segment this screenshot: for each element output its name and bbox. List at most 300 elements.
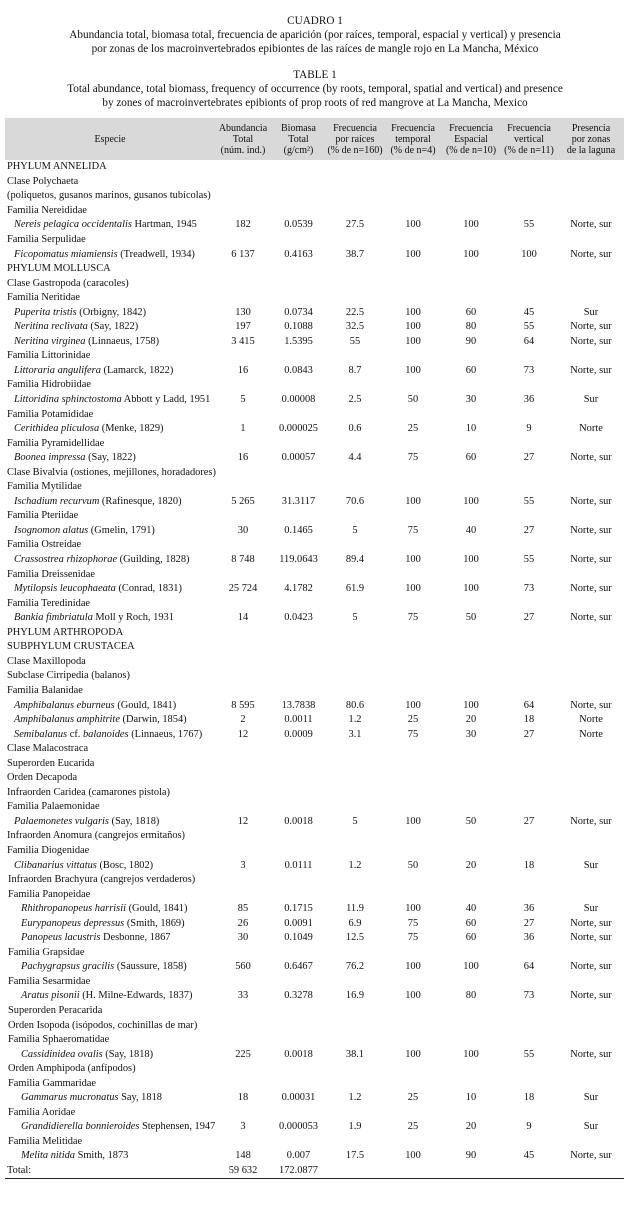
species-cell: Orden Isopoda (isópodos, cochinillas de mar): [8, 1019, 198, 1031]
column-header-line: (% de n=4): [390, 144, 436, 156]
species-row: [5, 335, 624, 350]
value-cell: 50: [465, 815, 477, 827]
value-cell: 100: [405, 961, 421, 973]
value-cell: 50: [465, 612, 477, 624]
species-cell: Familia Nereididae: [7, 204, 87, 216]
value-cell: 119.0643: [279, 554, 318, 566]
value-cell: 100: [463, 1048, 479, 1060]
value-cell: 90: [465, 335, 477, 347]
value-cell: 0.00031: [281, 1092, 316, 1104]
caption-en-line1: Total abundance, total biomass, frequency of occurrence (by roots, temporal, spatial and vertical) and presence: [67, 83, 563, 95]
species-cell: Crassostrea rhizophorae (Guilding, 1828): [14, 554, 190, 566]
taxon-row: [5, 436, 624, 451]
species-cell: Infraorden Anomura (cangrejos ermitaños): [7, 830, 186, 842]
value-cell: 100: [405, 219, 421, 231]
value-cell: 36: [523, 932, 535, 944]
taxon-row: [5, 640, 624, 655]
value-cell: 100: [405, 1048, 421, 1060]
value-cell: 12: [237, 728, 249, 740]
taxon-row: [5, 756, 624, 771]
value-cell: 0.0423: [284, 612, 313, 624]
value-cell: 12: [237, 815, 249, 827]
species-row: [5, 727, 624, 742]
value-cell: 1.2: [348, 859, 362, 871]
taxon-row: [5, 189, 624, 204]
column-header-line: (núm. ind.): [220, 144, 266, 156]
column-header: [326, 118, 384, 160]
species-row: [5, 916, 624, 931]
value-cell: 27: [523, 728, 535, 740]
taxon-row: [5, 1076, 624, 1091]
caption-es-line2: por zonas de los macroinvertebrados epibiontes de las raíces de mangle rojo en La Mancha, México: [91, 43, 539, 55]
species-row: [5, 858, 624, 873]
caption-es-label: CUADRO 1: [287, 15, 343, 27]
value-cell: 75: [407, 917, 419, 929]
column-header: [5, 118, 215, 160]
species-row: [5, 422, 624, 437]
taxon-row: [5, 1062, 624, 1077]
value-cell: 2: [240, 714, 246, 726]
value-cell: 73: [523, 583, 535, 595]
species-cell: Rhithropanopeus harrisii (Gould, 1841): [21, 903, 188, 915]
value-cell: 32.5: [345, 321, 365, 333]
column-header-line: Frecuencia: [391, 122, 435, 134]
species-row: [5, 1120, 624, 1135]
column-header-line: Biomasa: [281, 122, 316, 134]
species-cell: Orden Amphipoda (anfípodos): [8, 1063, 136, 1075]
value-cell: 10: [465, 1092, 477, 1104]
species-row: [5, 713, 624, 728]
value-cell: 60: [465, 917, 477, 929]
value-cell: 0.000025: [279, 423, 318, 435]
column-header-line: por raíces: [335, 133, 375, 145]
species-cell: Familia Ostreidae: [7, 539, 82, 551]
value-cell: 60: [465, 932, 477, 944]
value-cell: 8.7: [348, 364, 362, 376]
value-cell: Norte, sur: [570, 932, 612, 944]
value-cell: 6.9: [348, 917, 362, 929]
value-cell: 75: [407, 524, 419, 536]
value-cell: 100: [405, 335, 421, 347]
species-cell: Infraorden Brachyura (cangrejos verdaderos): [8, 874, 196, 886]
taxon-row: [5, 596, 624, 611]
value-cell: 16: [237, 364, 249, 376]
value-cell: 18: [523, 714, 535, 726]
value-cell: 100: [463, 495, 479, 507]
column-header-line: de la laguna: [566, 144, 616, 156]
value-cell: 2.5: [348, 394, 362, 406]
value-cell: 36: [523, 903, 535, 915]
header-row: [5, 118, 624, 160]
value-cell: 100: [405, 699, 421, 711]
value-cell: 148: [235, 1150, 251, 1162]
value-cell: 100: [405, 1150, 421, 1162]
species-cell: SUBPHYLUM CRUSTACEA: [7, 641, 135, 653]
value-cell: 40: [465, 903, 477, 915]
value-cell: 17.5: [345, 1150, 365, 1162]
value-cell: Norte, sur: [570, 815, 612, 827]
value-cell: 73: [523, 364, 535, 376]
column-header-line: por zonas: [571, 133, 611, 145]
value-cell: Norte, sur: [570, 335, 612, 347]
column-header-line: (% de n=11): [504, 144, 554, 156]
value-cell: 64: [523, 699, 535, 711]
value-cell: [500, 1164, 558, 1179]
value-cell: [442, 1164, 500, 1179]
value-cell: 3 415: [231, 335, 255, 347]
value-cell: Sur: [583, 859, 599, 871]
species-cell: Neritina virginea (Linnaeus, 1758): [14, 335, 160, 347]
species-cell: Familia Sphaeromatidae: [8, 1034, 110, 1046]
column-header-line: (% de n=160): [327, 144, 383, 156]
value-cell: 100: [463, 219, 479, 231]
species-cell: Clase Maxillopoda: [7, 655, 86, 667]
value-cell: 60: [465, 364, 477, 376]
value-cell: 30: [237, 932, 249, 944]
value-cell: Norte, sur: [570, 524, 612, 536]
value-cell: 100: [463, 583, 479, 595]
value-cell: 75: [407, 728, 419, 740]
value-cell: 55: [523, 1048, 535, 1060]
value-cell: Norte, sur: [570, 495, 612, 507]
value-cell: Norte, sur: [570, 321, 612, 333]
value-cell: 18: [523, 859, 535, 871]
taxon-row: [5, 378, 624, 393]
species-row: [5, 364, 624, 379]
value-cell: 0.3278: [284, 990, 313, 1002]
species-cell: Amphibalanus eburneus (Gould, 1841): [14, 699, 177, 711]
species-cell: Familia Pyramidellidae: [7, 437, 105, 449]
value-cell: 6 137: [231, 248, 255, 260]
species-cell: PHYLUM ANNELIDA: [7, 161, 107, 173]
value-cell: Norte, sur: [570, 1048, 612, 1060]
value-cell: Norte, sur: [570, 961, 612, 973]
value-cell: Norte: [579, 728, 603, 740]
value-cell: Sur: [583, 1092, 599, 1104]
species-cell: Pachygrapsus gracilis (Saussure, 1858): [21, 961, 187, 973]
value-cell: 85: [237, 903, 249, 915]
value-cell: Norte, sur: [570, 583, 612, 595]
species-cell: Grandidierella bonnieroides Stephensen, 1947: [21, 1121, 215, 1133]
value-cell: 0.0843: [284, 364, 313, 376]
taxon-row: [5, 975, 624, 990]
species-cell: Familia Panopeidae: [8, 888, 91, 900]
taxon-row: [5, 349, 624, 364]
value-cell: Sur: [583, 306, 599, 318]
value-cell: Sur: [583, 1121, 599, 1133]
value-cell: 1.2: [348, 714, 362, 726]
value-cell: 45: [523, 1150, 535, 1162]
value-cell: 100: [521, 248, 537, 260]
taxon-row: [5, 480, 624, 495]
value-cell: 18: [523, 1092, 535, 1104]
taxon-row: [5, 1004, 624, 1019]
value-cell: 182: [235, 219, 251, 231]
value-cell: 70.6: [345, 495, 365, 507]
species-table: [5, 118, 624, 1179]
species-cell: Orden Decapoda: [7, 772, 78, 784]
species-row: [5, 524, 624, 539]
value-cell: Sur: [583, 394, 599, 406]
species-row: [5, 989, 624, 1004]
species-row: [5, 1047, 624, 1062]
species-cell: Familia Hidrobiidae: [7, 379, 91, 391]
species-row: [5, 553, 624, 568]
value-cell: 55: [523, 554, 535, 566]
value-cell: 75: [407, 612, 419, 624]
value-cell: 560: [235, 961, 251, 973]
species-cell: Clase Gastropoda (caracoles): [7, 277, 129, 289]
taxon-row: [5, 800, 624, 815]
value-cell: 40: [465, 524, 477, 536]
value-cell: 25 724: [228, 583, 258, 595]
value-cell: 20: [465, 1121, 477, 1133]
value-cell: 59 632: [215, 1164, 271, 1179]
species-cell: Puperita tristis (Orbigny, 1842): [14, 306, 147, 318]
taxon-row: [5, 175, 624, 190]
value-cell: Norte, sur: [570, 699, 612, 711]
value-cell: 31.3117: [281, 495, 316, 507]
species-cell: Familia Neritidae: [7, 292, 80, 304]
value-cell: 60: [465, 306, 477, 318]
taxon-row: [5, 1033, 624, 1048]
value-cell: 1.2: [348, 1092, 362, 1104]
value-cell: Norte, sur: [570, 990, 612, 1002]
species-cell: Mytilopsis leucophaeata (Conrad, 1831): [14, 583, 182, 595]
column-header-line: Frecuencia: [507, 122, 551, 134]
value-cell: 38.1: [345, 1048, 365, 1060]
value-cell: 0.000053: [279, 1121, 318, 1133]
value-cell: 11.9: [346, 903, 364, 915]
species-cell: Familia Palaemonidae: [7, 801, 100, 813]
value-cell: 0.1465: [284, 524, 313, 536]
value-cell: 75: [407, 932, 419, 944]
value-cell: 8 595: [231, 699, 255, 711]
value-cell: 5: [352, 612, 358, 624]
caption-en-line2: by zones of macroinvertebrates epibionts of prop roots of red mangrove at La Mancha, Mexico: [102, 97, 528, 109]
value-cell: 26: [237, 917, 249, 929]
column-header-line: Abundancia: [218, 122, 268, 134]
species-cell: Familia Pteriidae: [7, 510, 79, 522]
value-cell: 89.4: [345, 554, 365, 566]
taxon-row: [5, 567, 624, 582]
species-row: [5, 931, 624, 946]
value-cell: 0.0018: [284, 815, 313, 827]
value-cell: 27.5: [345, 219, 365, 231]
value-cell: Norte: [579, 423, 603, 435]
value-cell: Norte, sur: [570, 248, 612, 260]
species-cell: Familia Dreissenidae: [7, 568, 96, 580]
species-cell: Subclase Cirripedia (balanos): [7, 670, 130, 682]
taxon-row: [5, 233, 624, 248]
value-cell: 1.5395: [284, 335, 313, 347]
value-cell: Norte: [579, 714, 603, 726]
taxon-row: [5, 786, 624, 801]
value-cell: 0.0111: [284, 859, 313, 871]
species-row: [5, 611, 624, 626]
species-cell: Clase Malacostraca: [7, 743, 89, 755]
value-cell: 100: [405, 990, 421, 1002]
value-cell: Norte, sur: [570, 219, 612, 231]
value-cell: 25: [407, 1092, 419, 1104]
value-cell: 25: [407, 423, 419, 435]
value-cell: 27: [523, 452, 535, 464]
taxon-row: [5, 655, 624, 670]
species-row: [5, 320, 624, 335]
value-cell: Norte, sur: [570, 554, 612, 566]
species-row: [5, 451, 624, 466]
value-cell: 45: [523, 306, 535, 318]
species-cell: Panopeus lacustris Desbonne, 1867: [21, 932, 171, 944]
value-cell: 90: [465, 1150, 477, 1162]
value-cell: 100: [463, 554, 479, 566]
column-header-line: (% de n=10): [445, 144, 497, 156]
taxon-row: [5, 1106, 624, 1121]
value-cell: 27: [523, 612, 535, 624]
value-cell: 64: [523, 961, 535, 973]
taxon-row: [5, 887, 624, 902]
species-cell: Superorden Peracarida: [8, 1004, 103, 1016]
value-cell: 25: [407, 1121, 419, 1133]
value-cell: 197: [235, 321, 251, 333]
species-row: [5, 815, 624, 830]
species-cell: Gammarus mucronatus Say, 1818: [21, 1092, 162, 1104]
value-cell: 0.0018: [284, 1048, 313, 1060]
value-cell: Norte, sur: [570, 364, 612, 376]
value-cell: 1.9: [348, 1121, 362, 1133]
value-cell: 0.0011: [284, 714, 313, 726]
species-cell: Familia Grapsidae: [8, 946, 85, 958]
value-cell: 0.0539: [284, 219, 313, 231]
value-cell: 13.7838: [281, 699, 316, 711]
column-header: [500, 118, 558, 160]
column-header: [442, 118, 500, 160]
taxon-row: [5, 465, 624, 480]
value-cell: 100: [405, 306, 421, 318]
value-cell: 80: [465, 990, 477, 1002]
taxon-row: [5, 291, 624, 306]
species-cell: Familia Aoridae: [8, 1106, 76, 1118]
value-cell: 76.2: [345, 961, 365, 973]
value-cell: 3: [240, 1121, 246, 1133]
taxon-row: [5, 873, 624, 888]
value-cell: 10: [465, 423, 477, 435]
column-header: [215, 118, 271, 160]
value-cell: 100: [405, 815, 421, 827]
taxon-row: [5, 684, 624, 699]
column-header-line: vertical: [514, 133, 544, 145]
taxon-row: [5, 742, 624, 757]
species-cell: Clibanarius vittatus (Bosc, 1802): [14, 859, 154, 871]
value-cell: 100: [405, 554, 421, 566]
taxon-row: [5, 262, 624, 277]
taxon-row: [5, 626, 624, 641]
taxon-row: [5, 1135, 624, 1150]
species-cell: Cerithidea pliculosa (Menke, 1829): [14, 423, 164, 435]
value-cell: 27: [523, 524, 535, 536]
species-cell: Littoridina sphinctostoma Abbott y Ladd, 1951: [14, 394, 211, 406]
value-cell: 38.7: [345, 248, 365, 260]
value-cell: 16: [237, 452, 249, 464]
species-cell: Familia Littorinidae: [7, 350, 91, 362]
value-cell: 75: [407, 452, 419, 464]
value-cell: 16.9: [345, 990, 365, 1002]
value-cell: 20: [465, 859, 477, 871]
column-header-line: Frecuencia: [333, 122, 377, 134]
value-cell: 4.4: [348, 452, 362, 464]
species-cell: Familia Mytilidae: [7, 481, 82, 493]
species-cell: Familia Balanidae: [7, 684, 83, 696]
value-cell: 80.6: [345, 699, 365, 711]
species-row: [5, 247, 624, 262]
value-cell: 0.1049: [284, 932, 313, 944]
column-header-line: Espacial: [454, 133, 488, 145]
species-row: [5, 495, 624, 510]
species-row: [5, 393, 624, 408]
value-cell: 100: [405, 583, 421, 595]
column-header-line: Total: [232, 133, 254, 145]
taxon-row: [5, 160, 624, 175]
taxon-row: [5, 538, 624, 553]
value-cell: 33: [237, 990, 249, 1002]
column-header-line: Especie: [94, 133, 126, 145]
value-cell: 5: [352, 815, 358, 827]
value-cell: 55: [523, 321, 535, 333]
caption-en: [0, 56, 630, 110]
taxon-row: [5, 844, 624, 859]
species-cell: Littoraria angulifera (Lamarck, 1822): [14, 364, 174, 376]
species-cell: Ficopomatus miamiensis (Treadwell, 1934): [14, 248, 195, 260]
value-cell: 100: [405, 495, 421, 507]
value-cell: 0.4163: [284, 248, 313, 260]
value-cell: 0.0091: [284, 917, 313, 929]
species-cell: Neritina reclivata (Say, 1822): [14, 321, 139, 333]
value-cell: Norte, sur: [570, 1150, 612, 1162]
value-cell: 0.1088: [284, 321, 313, 333]
value-cell: Sur: [583, 903, 599, 915]
value-cell: 100: [463, 248, 479, 260]
taxon-row: [5, 771, 624, 786]
value-cell: 100: [463, 699, 479, 711]
column-header-line: Presencia: [571, 122, 611, 134]
column-header-line: Total: [288, 133, 309, 145]
value-cell: 3.1: [348, 728, 362, 740]
value-cell: Norte, sur: [570, 612, 612, 624]
value-cell: 100: [405, 364, 421, 376]
value-cell: 50: [407, 859, 419, 871]
species-cell: Isognomon alatus (Gmelin, 1791): [14, 524, 155, 536]
value-cell: 30: [465, 394, 477, 406]
species-cell: Semibalanus cf. balanoides (Linnaeus, 1767): [14, 728, 203, 740]
species-row: [5, 698, 624, 713]
value-cell: 30: [465, 728, 477, 740]
species-row: [5, 902, 624, 917]
value-cell: 55: [349, 335, 361, 347]
value-cell: 0.0009: [284, 728, 313, 740]
species-cell: Familia Sesarmidae: [8, 975, 91, 987]
column-header: [271, 118, 326, 160]
value-cell: 61.9: [345, 583, 365, 595]
value-cell: 0.0734: [284, 306, 313, 318]
species-cell: Cassidinidea ovalis (Say, 1818): [21, 1048, 154, 1060]
value-cell: 27: [523, 917, 535, 929]
value-cell: 9: [526, 1121, 532, 1133]
value-cell: 9: [526, 423, 532, 435]
species-cell: Palaemonetes vulgaris (Say, 1818): [14, 815, 160, 827]
species-cell: PHYLUM ARTHROPODA: [7, 626, 124, 638]
species-cell: Familia Diogenidae: [7, 844, 90, 856]
value-cell: 80: [465, 321, 477, 333]
